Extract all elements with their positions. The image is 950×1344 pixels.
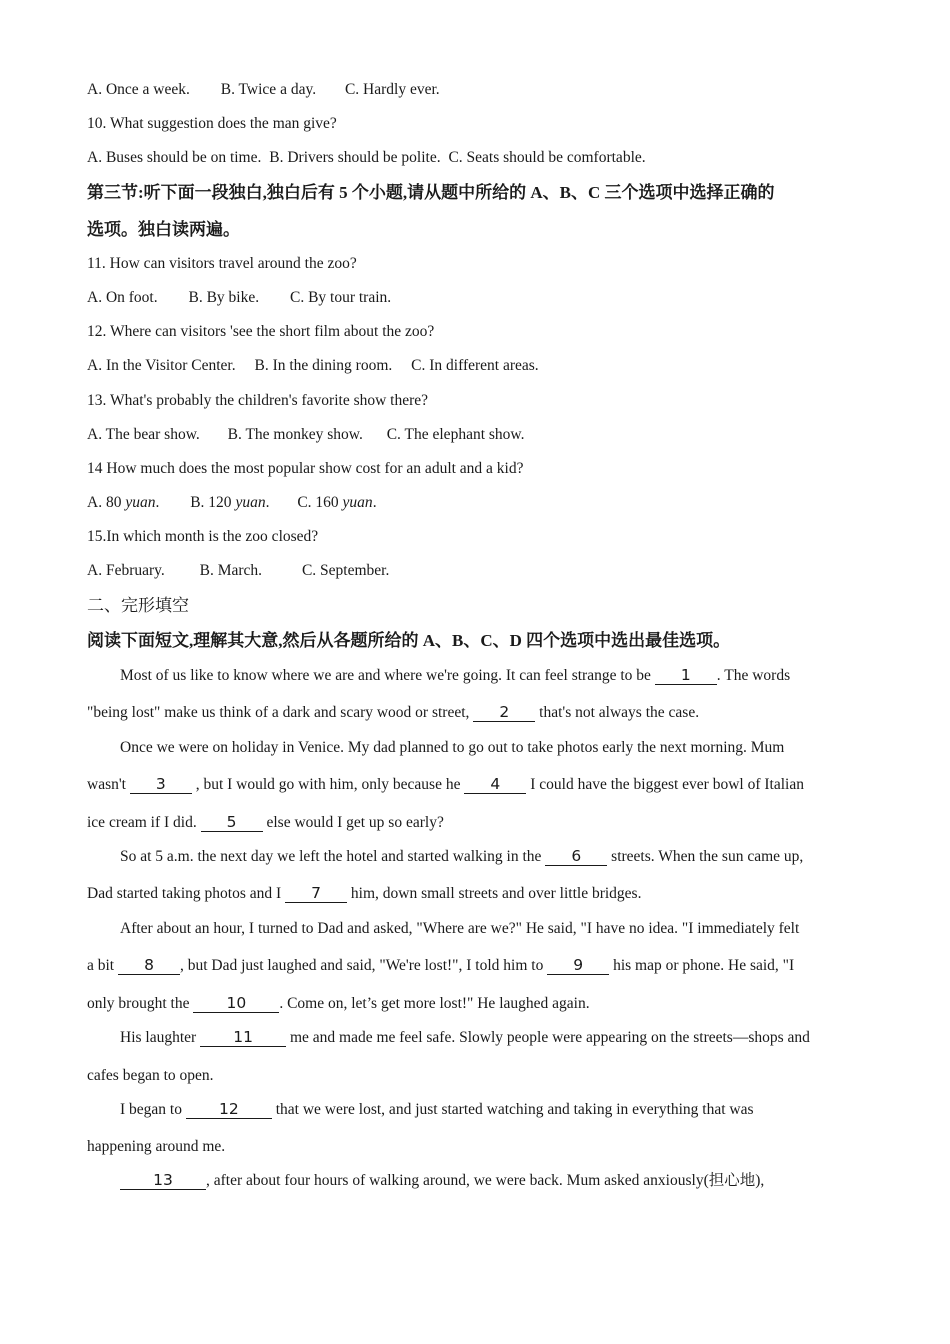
passage-line: cafes began to open.: [87, 1067, 214, 1084]
q13-question: 13. What's probably the children's favorite show there?: [87, 392, 429, 409]
option-c: C. In different areas.: [411, 357, 539, 374]
option-a: A. The bear show.: [87, 426, 200, 443]
blank-8: 8: [118, 956, 180, 975]
blank-9: 9: [547, 956, 609, 975]
option-c: C. September.: [301, 562, 390, 579]
passage-line: a bit 8 , but Dad just laughed and said, "We're lost!", I told him to 9 his map or phone. He said, "I: [87, 956, 795, 974]
option-b: B. The monkey show.: [227, 426, 363, 443]
option-a: A. On foot.: [87, 289, 158, 306]
q15-question: 15.In which month is the zoo closed?: [87, 528, 319, 545]
passage-line: So at 5 a.m. the next day we left the hotel and started walking in the 6 streets. When the sun came up,: [120, 847, 804, 865]
blank-7: 7: [285, 884, 347, 903]
passage-line: I began to 12 that we were lost, and just started watching and taking in everything that was: [120, 1100, 754, 1118]
blank-13: 13: [120, 1171, 206, 1190]
blank-1: 1: [655, 666, 717, 685]
q10-options: [87, 147, 646, 169]
part2-instruction: 阅读下面短文,理解其大意,然后从各题所给的 A、B、C、D 四个选项中选出最佳选项。: [87, 631, 731, 650]
option-c: C. The elephant show.: [386, 426, 525, 443]
option-c: C. Hardly ever.: [344, 81, 440, 98]
q11-question: 11. How can visitors travel around the zoo?: [87, 255, 357, 272]
q15-options: [87, 560, 389, 582]
option-b: B. By bike.: [188, 289, 260, 306]
section3-heading-line1: 第三节:听下面一段独白,独白后有 5 个小题,请从题中所给的 A、B、C 三个选项中选择正确的: [87, 183, 775, 202]
blank-11: 11: [200, 1028, 286, 1047]
option-b: B. In the dining room.: [254, 357, 393, 374]
blank-10: 10: [193, 994, 279, 1013]
q12-question: 12. Where can visitors 'see the short film about the zoo?: [87, 323, 435, 340]
option-b: B. 120 yuan.: [190, 494, 270, 511]
option-a: A. In the Visitor Center.: [87, 357, 236, 374]
option-b: B. Drivers should be polite.: [269, 149, 441, 166]
q14-options: [87, 492, 377, 514]
part2-title: 二、完形填空: [87, 596, 189, 615]
option-b: B. March.: [199, 562, 263, 579]
passage-line: After about an hour, I turned to Dad and asked, "Where are we?" He said, "I have no idea. "I immediately felt: [120, 920, 800, 937]
option-b: B. Twice a day.: [220, 81, 317, 98]
blank-12: 12: [186, 1100, 272, 1119]
passage-line: only brought the 10 . Come on, let’s get more lost!" He laughed again.: [87, 994, 590, 1012]
passage-line: happening around me.: [87, 1138, 226, 1155]
option-c: C. Seats should be comfortable.: [448, 149, 646, 166]
passage-line: ice cream if I did. 5 else would I get up so early?: [87, 813, 444, 831]
option-a: A. Buses should be on time.: [87, 149, 262, 166]
option-a: A. Once a week.: [87, 81, 190, 98]
passage-line: Once we were on holiday in Venice. My dad planned to go out to take photos early the next morning. Mum: [120, 739, 785, 756]
passage-line: 13 , after about four hours of walking around, we were back. Mum asked anxiously(担心地),: [120, 1170, 764, 1192]
q9-options: [87, 79, 440, 101]
option-c: C. 160 yuan.: [297, 494, 377, 511]
blank-5: 5: [201, 813, 263, 832]
q11-options: [87, 287, 391, 309]
blank-6: 6: [545, 847, 607, 866]
passage-line: His laughter 11 me and made me feel safe. Slowly people were appearing on the streets—shops and: [120, 1028, 810, 1046]
option-c: C. By tour train.: [289, 289, 392, 306]
option-a: A. 80 yuan.: [87, 494, 160, 511]
option-a: A. February.: [87, 562, 165, 579]
q12-options: [87, 355, 539, 377]
blank-3: 3: [130, 775, 192, 794]
passage-line: wasn't 3 , but I would go with him, only because he 4 I could have the biggest ever bowl of Italian: [87, 775, 804, 793]
passage-line: Most of us like to know where we are and where we're going. It can feel strange to be 1 . The words: [120, 666, 791, 684]
blank-4: 4: [464, 775, 526, 794]
q10-question: 10. What suggestion does the man give?: [87, 115, 337, 132]
blank-2: 2: [473, 703, 535, 722]
passage-line: Dad started taking photos and I 7 him, down small streets and over little bridges.: [87, 884, 642, 902]
passage-line: "being lost" make us think of a dark and scary wood or street, 2 that's not always the case.: [87, 703, 700, 721]
section3-heading-line2: 选项。独白读两遍。: [87, 220, 240, 239]
q13-options: [87, 424, 524, 446]
q14-question: 14 How much does the most popular show cost for an adult and a kid?: [87, 460, 524, 477]
